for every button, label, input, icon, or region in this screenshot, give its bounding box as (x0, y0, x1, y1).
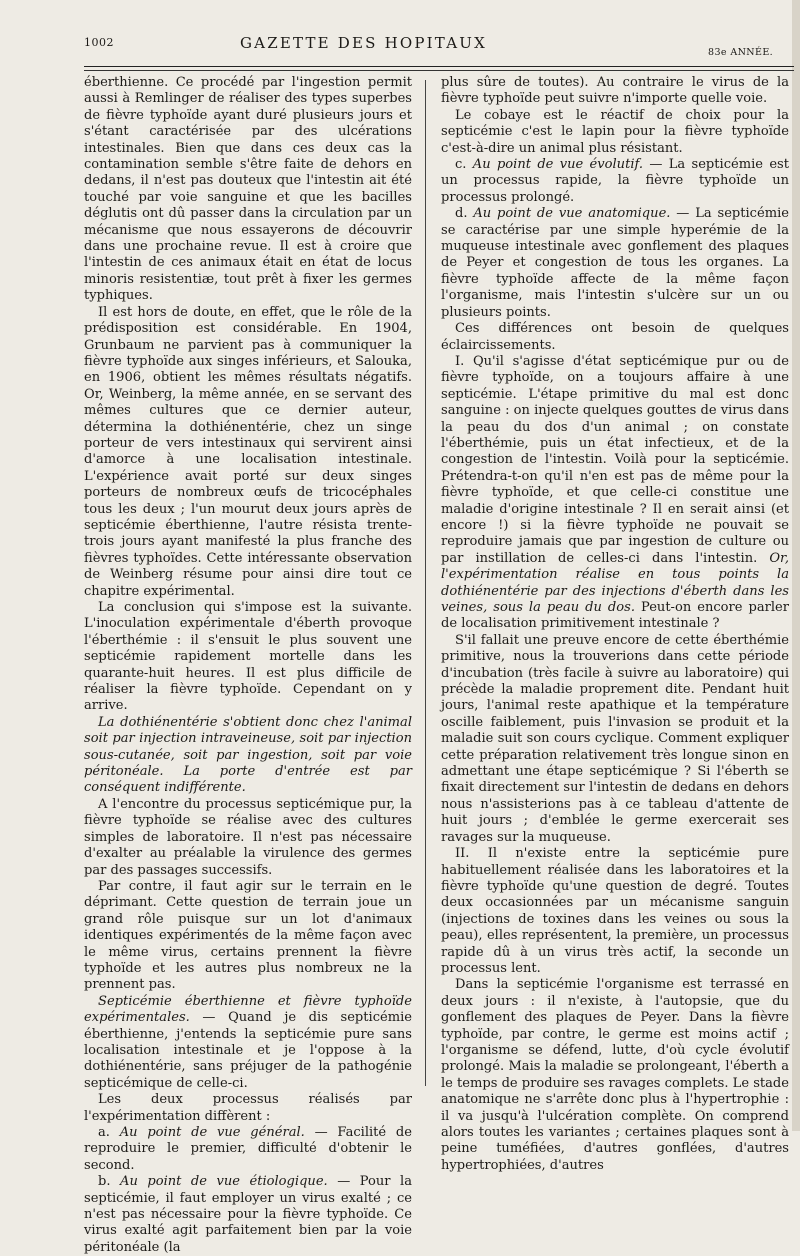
paragraph: II. Il n'existe entre la septicémie pure habituellement réalisée dans les laboratoires et la fièvre typhoïde qu'une question de degré. Toutes deux occasionnées par un mécanisme sanguin (injections de toxines dans les veines ou sous la peau), elles représentent, la première, un processus rapide dû à un virus très actif, la seconde un processus lent. (441, 846, 789, 976)
journal-title: GAZETTE DES HOPITAUX (240, 34, 487, 52)
paragraph: Le cobaye est le réactif de choix pour la septicémie c'est le lapin pour la fièvre typhoïde c'est-à-dire un animal plus résistant. (441, 107, 789, 156)
paragraph: A l'encontre du processus septicémique pur, la fièvre typhoïde se réalise avec des cultures simples de laboratoire. Il n'est pas nécessaire d'exalter au préalable la virulence des germes par des passages successifs. (84, 796, 412, 878)
paragraph: Les deux processus réalisés par l'expérimentation diffèrent : (84, 1092, 412, 1124)
header-rule-thick (84, 66, 794, 67)
list-item: d. Au point de vue anatomique. — La septicémie se caractérise par une simple hyperémie de la muqueuse intestinale avec gonflement des plaques de Peyer et congestion de tous les organes. La fièvre typhoïde affecte de la même façon l'organisme, mais l'intestin s'ulcère sur un ou plusieurs points. (441, 206, 789, 320)
page-number: 1002 (84, 36, 114, 49)
header-rule-thin (84, 70, 794, 71)
section-paragraph: Septicémie éberthienne et fièvre typhoïde expérimentales. — Quand je dis septicémie éberthienne, j'entends la septicémie pure sans localisation intestinale et je l'oppose à la dothiénentérie, sans préjuger de la pathogénie septicémique de celle-ci. (84, 993, 412, 1091)
list-item: a. Au point de vue général. — Facilité de reproduire le premier, difficulté d'obtenir le second. (84, 1125, 412, 1173)
volume-year: 83e ANNÉE. (708, 47, 774, 58)
column-separator (425, 80, 426, 1086)
left-column (84, 75, 412, 1256)
paragraph-italic: La dothiénentérie s'obtient donc chez l'animal soit par injection intraveineuse, soit par injection sous-cutanée, soit par ingestion, soit par voie péritonéale. La porte d'entrée est par conséquent indifférente. (84, 714, 412, 796)
paragraph: Dans la septicémie l'organisme est terrassé en deux jours : il n'existe, à l'autopsie, que du gonflement des plaques de Peyer. Dans la fièvre typhoïde, par contre, le germe est moins actif ; l'organisme se défend, lutte, d'où cycle évolutif prolongé. Mais la maladie se prolongeant, l'éberth a le temps de produire ses ravages complets. Le stade anatomique ne s'arrête donc plus à l'hypertrophie : il va jusqu'à l'ulcération complète. On comprend alors toutes les variantes ; certaines plaques sont à peine tuméfiées, d'autres gonflées, d'autres hypertrophiées, d'autres (441, 977, 789, 1173)
right-column (441, 75, 789, 1174)
list-item: c. Au point de vue évolutif. — La septicémie est un processus rapide, la fièvre typhoïde un processus prolongé. (441, 157, 789, 205)
page-edge (792, 0, 800, 1131)
paragraph: Par contre, il faut agir sur le terrain en le déprimant. Cette question de terrain joue un grand rôle puisque sur un lot d'animaux identiques expérimentés de la même façon avec le même virus, certains prennent la fièvre typhoïde et les autres plus nombreux ne la prennent pas. (84, 878, 412, 993)
paragraph: Il est hors de doute, en effet, que le rôle de la prédisposition est considérable. En 1904, Grunbaum ne parvient pas à communiquer la fièvre typhoïde aux singes inférieurs, et Salouka, en 1906, obtient les mêmes résultats négatifs. Or, Weinberg, la même année, en se servant des mêmes cultures que ce dernier auteur, détermina la dothiénentérie, chez un singe porteur de vers intestinaux qui servirent ainsi d'amorce à une localisation intestinale. L'expérience avait porté sur deux singes porteurs de nombreux œufs de tricocéphales tous les deux ; l'un mourut deux jours après de septicémie éberthienne, l'autre résista trente-trois jours ayant manifesté la plus franche des fièvres typhoïdes. Cette intéressante observation de Weinberg résume pour ainsi dire tout ce chapitre expérimental. (84, 304, 412, 599)
paragraph: Ces différences ont besoin de quelques éclaircissements. (441, 321, 789, 353)
paragraph: éberthienne. Ce procédé par l'ingestion permit aussi à Remlinger de réaliser des types superbes de fièvre typhoïde ayant duré plusieurs jours et s'étant caractérisée par des ulcérations intestinales. Bien que dans ces deux cas la contamination semble s'être faite de dehors en dedans, il n'est pas douteux que l'intestin ait été touché par voie sanguine et que les bacilles déglutis ont dû passer dans la circulation par un mécanisme que nous essayerons de découvrir dans une prochaine revue. Il est à croire que l'intestin de ces animaux était en état de locus minoris resistentiæ, tout prêt à fixer les germes typhiques. (84, 75, 412, 304)
paragraph: I. Qu'il s'agisse d'état septicémique pur ou de fièvre typhoïde, on a toujours affaire à une septicémie. L'étape primitive du mal est donc sanguine : on injecte quelques gouttes de virus dans la peau du dos d'un animal ; on constate l'éberthémie, puis un état infectieux, et de la congestion de l'intestin. Voilà pour la septicémie. Prétendra-t-on qu'il n'en est pas de même pour la fièvre typhoïde, et que celle-ci constitue une maladie d'origine intestinale ? Il en serait ainsi (et encore !) si la fièvre typhoïde ne pouvait se reproduire jamais que par ingestion de culture ou par instillation de celles-ci dans l'intestin. Or, l'expérimentation réalise en tous points la dothiénentérie par des injections d'éberth dans les veines, sous la peau du dos. Peut-on encore parler de localisation primitivement intestinale ? (441, 353, 789, 632)
section-title: Septicémie éberthienne et fièvre typhoïde expérimentales. (84, 993, 412, 1026)
paragraph: S'il fallait une preuve encore de cette éberthémie primitive, nous la trouverions dans cette période d'incubation (très facile à suivre au laboratoire) qui précède la maladie proprement dite. Pendant huit jours, l'animal reste apathique et la température oscille faiblement, puis l'invasion se produit et la maladie suit son cours cyclique. Comment expliquer cette préparation relativement très longue sinon en admettant une étape septicémique ? Si l'éberth se fixait directement sur l'intestin de dedans en dehors nous n'assisterions pas à ce tableau d'attente de huit jours ; d'emblée le germe exercerait ses ravages sur la muqueuse. (441, 632, 789, 845)
list-item: b. Au point de vue étiologique. — Pour la septicémie, il faut employer un virus exalté ; ce n'est pas nécessaire pour la fièvre typhoïde. Ce virus exalté agit parfaitement bien par la voie péritonéale (la (84, 1174, 413, 1255)
paragraph: plus sûre de toutes). Au contraire le virus de la fièvre typhoïde peut suivre n'importe quelle voie. (441, 75, 789, 107)
paragraph: La conclusion qui s'impose est la suivante. L'inoculation expérimentale d'éberth provoque l'éberthémie : il s'ensuit le plus souvent une septicémie rapidement mortelle dans les quarante-huit heures. Il est plus difficile de réaliser la fièvre typhoïde. Cependant on y arrive. (84, 600, 412, 714)
